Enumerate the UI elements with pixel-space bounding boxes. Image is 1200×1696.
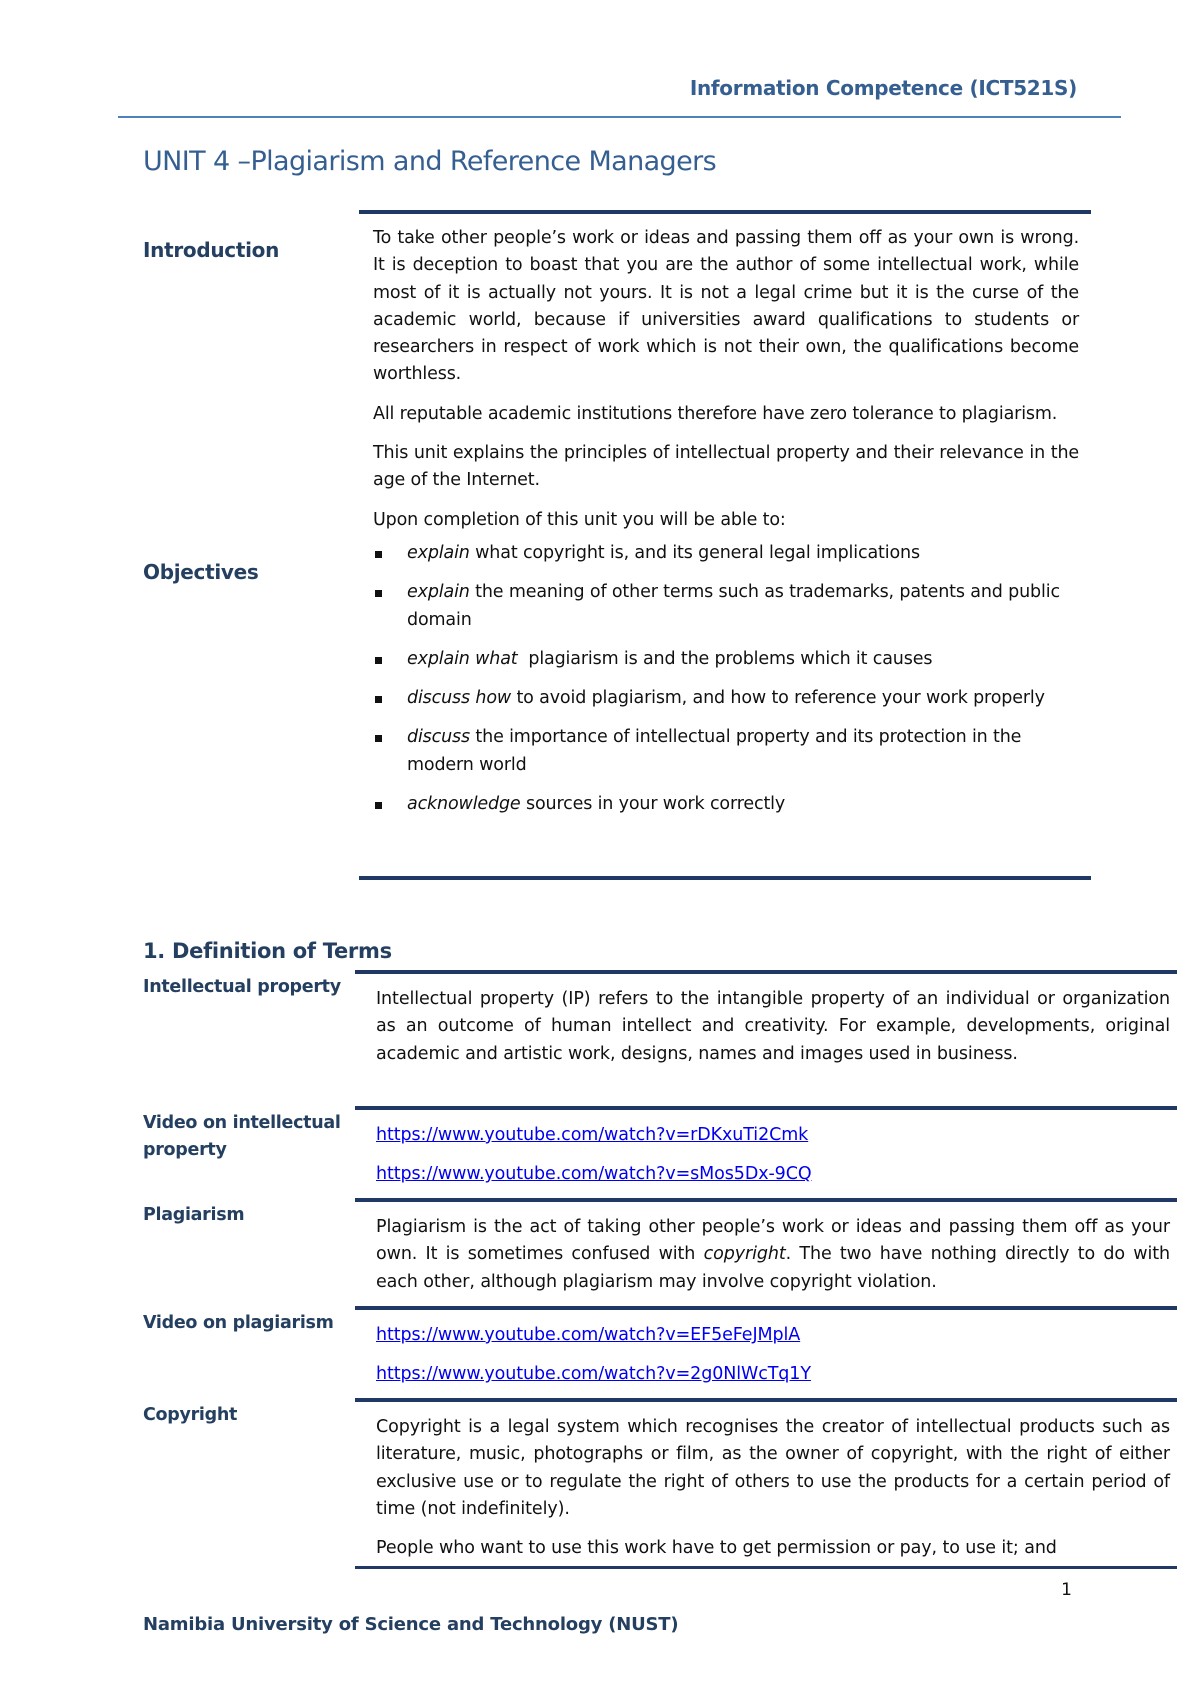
plagiarism-text-end: . The two have nothing directly to do with each other, although plagiarism may involve copyright violation. — [376, 1244, 1171, 1292]
definition-rule — [355, 1106, 1177, 1110]
square-bullet-icon — [375, 551, 382, 558]
definition-paragraph: People who want to use this work have to get permission or pay, to use it; and — [376, 1538, 1057, 1559]
definition-paragraph — [376, 1214, 1170, 1296]
video-link[interactable]: https://www.youtube.com/watch?v=EF5eFeJMplA — [376, 1325, 801, 1345]
objective-text: to avoid plagiarism, and how to reference your work properly — [511, 688, 1045, 709]
list-item — [373, 646, 1079, 673]
introduction-label: Introduction — [143, 238, 280, 262]
objective-text: sources in your work correctly — [520, 794, 786, 815]
objective-verb: explain — [407, 542, 470, 563]
square-bullet-icon — [375, 657, 382, 664]
page-number: 1 — [1061, 1580, 1072, 1600]
intro-paragraph: All reputable academic institutions therefore have zero tolerance to plagiarism. — [373, 403, 1058, 424]
definition-rule — [355, 970, 1177, 974]
list-item — [373, 579, 1079, 634]
copyright-text — [376, 1414, 1170, 1574]
list-item — [373, 791, 1079, 818]
definition-paragraph: Intellectual property (IP) refers to the intangible property of an individual or organization as an outcome of human intellect and creativity. For example, developments, original academic and artistic work, designs, names and images used in business. — [376, 989, 1170, 1064]
page-header — [118, 72, 1121, 118]
objective-verb: explain — [407, 582, 470, 603]
objective-text: the importance of intellectual property and its protection in the modern world — [407, 727, 1022, 775]
definition-paragraph: Copyright is a legal system which recognises the creator of intellectual products such as literature, music, photographs or film, as the owner of copyright, with the right of either exclusive use or to regulate the right of others to use the products for a certain period of time (not indefinitely). — [376, 1417, 1170, 1519]
header-title: Information Competence (ICT521S) — [689, 76, 1077, 100]
page-footer: Namibia University of Science and Technology (NUST) — [143, 1614, 679, 1635]
introduction-content — [373, 225, 1079, 818]
plagiarism-text-start: Plagiarism is the act of taking other people’s work or ideas and passing them off as your own. It is sometimes confused with — [376, 1217, 1170, 1265]
objective-verb: discuss how — [407, 688, 512, 709]
square-bullet-icon — [375, 696, 382, 703]
objective-text: plagiarism is and the problems which it causes — [517, 648, 933, 669]
objective-verb: acknowledge — [407, 794, 521, 815]
intro-paragraph: This unit explains the principles of intellectual property and their relevance in the age of the Internet. — [373, 443, 1079, 491]
video-link[interactable]: https://www.youtube.com/watch?v=2g0NlWcTq1Y — [376, 1364, 811, 1385]
definition-rule — [355, 1198, 1177, 1202]
video-link[interactable]: https://www.youtube.com/watch?v=sMos5Dx-9CQ — [376, 1164, 812, 1185]
objective-verb: discuss — [407, 727, 470, 748]
video-ip-label: Video on intellectual property — [143, 1113, 341, 1160]
objectives-label: Objectives — [143, 560, 259, 584]
video-link[interactable]: https://www.youtube.com/watch?v=rDKxuTi2Cmk — [376, 1125, 809, 1145]
video-ip-links — [376, 1122, 1170, 1201]
intro-paragraph: To take other people’s work or ideas and passing them off as your own is wrong. It is deception to boast that you are the author of some intellectual work, while most of it is actually not yours. It is not a legal crime but it is the curse of the academic world, because if universities award qualifications to students or researchers in respect of work which is not their own, the qualifications become worthless. — [373, 228, 1079, 385]
objectives-lead: Upon completion of this unit you will be able to: — [373, 509, 786, 530]
objective-verb: explain what — [407, 648, 518, 669]
intellectual-property-label: Intellectual property — [143, 977, 341, 997]
objective-text: what copyright is, and its general legal implications — [469, 542, 920, 563]
section-title: 1. Definition of Terms — [143, 939, 392, 963]
list-item — [373, 724, 1079, 779]
list-item — [373, 685, 1079, 712]
plagiarism-label: Plagiarism — [143, 1205, 245, 1225]
square-bullet-icon — [375, 735, 382, 742]
unit-title: UNIT 4 –Plagiarism and Reference Managers — [143, 146, 717, 177]
plagiarism-text-italic: copyright — [703, 1244, 786, 1265]
video-plagiarism-label: Video on plagiarism — [143, 1313, 334, 1333]
intellectual-property-text — [376, 986, 1170, 1080]
list-item — [373, 540, 1079, 567]
video-plagiarism-links — [376, 1322, 1170, 1401]
square-bullet-icon — [375, 802, 382, 809]
square-bullet-icon — [375, 590, 382, 597]
plagiarism-text — [376, 1214, 1170, 1308]
copyright-label: Copyright — [143, 1405, 238, 1425]
objectives-list — [373, 540, 1079, 818]
definition-rule — [355, 1306, 1177, 1310]
intro-bottom-rule — [359, 876, 1091, 880]
intro-top-rule — [359, 210, 1091, 214]
objective-text: the meaning of other terms such as trademarks, patents and public domain — [407, 582, 1060, 630]
definition-bottom-rule — [355, 1566, 1177, 1569]
definition-rule — [355, 1398, 1177, 1402]
